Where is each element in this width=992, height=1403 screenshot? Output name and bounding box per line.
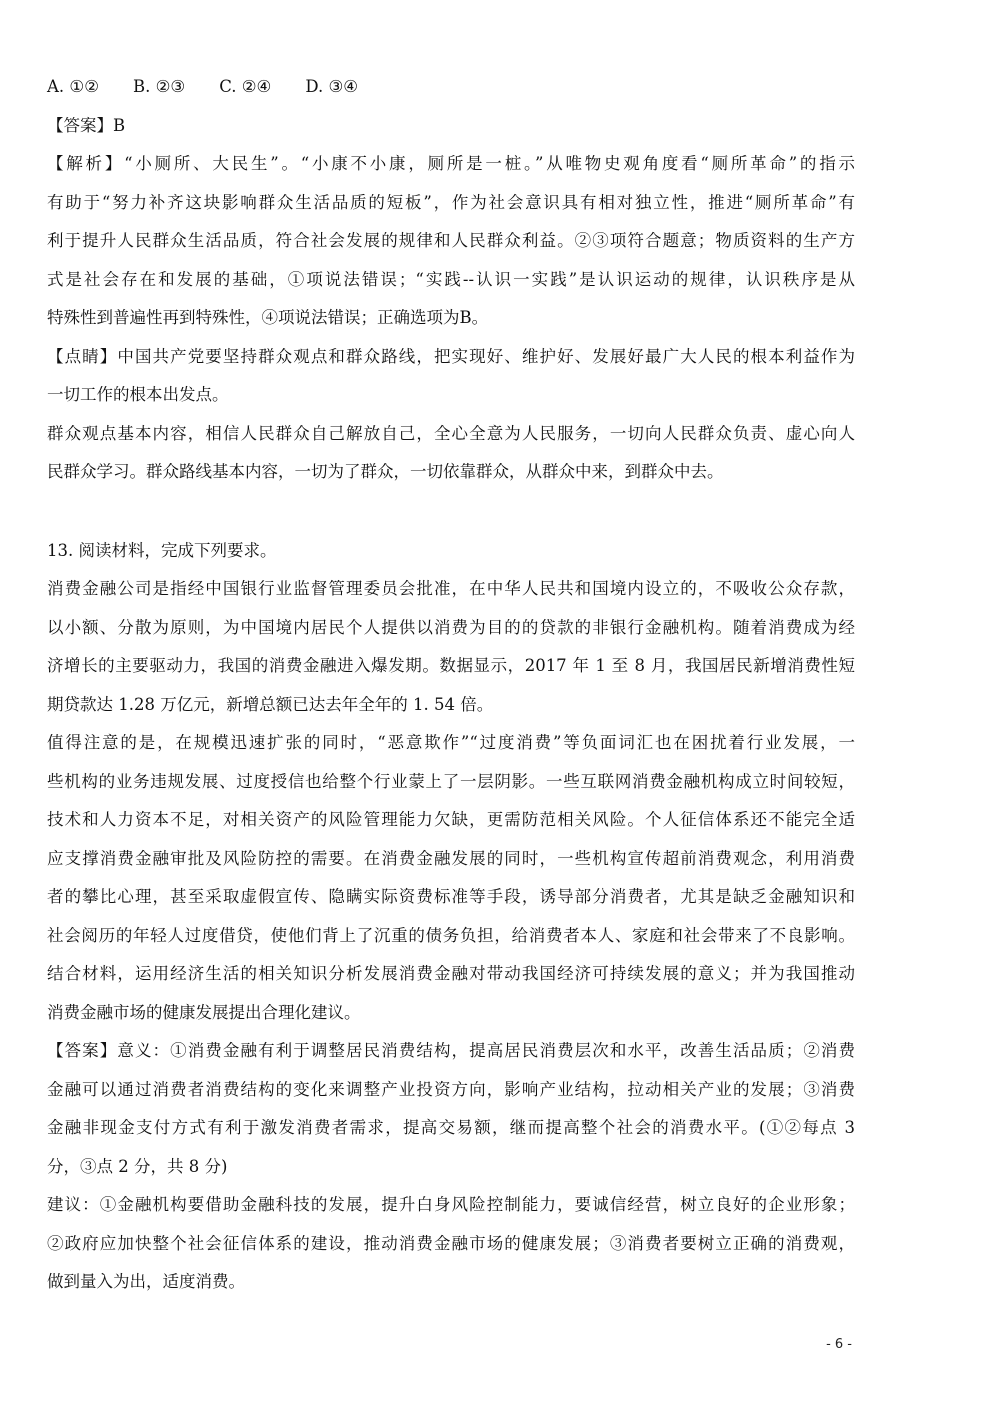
q12-tip bbox=[47, 338, 855, 415]
q12-note bbox=[47, 415, 855, 492]
material-line: 期贷款达 1.28 万亿元，新增总额已达去年全年的 1. 54 倍。 bbox=[47, 694, 494, 714]
page-number: - 6 - bbox=[826, 1337, 852, 1352]
suggestion-line: ②政府应加快整个社会征信体系的建设，推动消费金融市场的健康发展；③消费者要树立正确的消费观， bbox=[47, 1233, 855, 1253]
q13-task bbox=[47, 955, 855, 1032]
answer-line: 金融可以通过消费者消费结构的变化来调整产业投资方向，影响产业结构，拉动相关产业的发展；③消费 bbox=[47, 1079, 855, 1099]
option-b: B. ②③ bbox=[133, 77, 186, 96]
analysis-line: 利于提升人民群众生活品质，符合社会发展的规律和人民群众利益。②③项符合题意；物质资料的生产方 bbox=[47, 231, 855, 250]
analysis-line: 式是社会存在和发展的基础，①项说法错误；“实践--认识一实践”是认识运动的规律，认识秩序是从 bbox=[47, 269, 855, 289]
option-d: D. ③④ bbox=[305, 77, 359, 96]
section-gap bbox=[47, 492, 855, 532]
answer-line: 金融非现金支付方式有利于激发消费者需求，提高交易额，继而提高整个社会的消费水平。(①②每点 3 bbox=[47, 1118, 855, 1137]
material-line: 应支撑消费金融审批及风险防控的需要。在消费金融发展的同时，一些机构宣传超前消费观念，利用消费 bbox=[47, 848, 855, 868]
q13-suggestions bbox=[47, 1186, 855, 1302]
answer-line: 分，③点 2 分，共 8 分) bbox=[47, 1156, 228, 1176]
option-a: A. ①② bbox=[47, 77, 99, 96]
q12-analysis bbox=[47, 145, 855, 338]
tip-line: 【点睛】中国共产党要坚持群众观点和群众路线，把实现好、维护好、发展好最广大人民的根本利益作为 bbox=[47, 346, 855, 366]
suggestion-line: 建议：①金融机构要借助金融科技的发展，提升白身风险控制能力，要诚信经营，树立良好的企业形象； bbox=[47, 1195, 855, 1214]
material-line: 些机构的业务违规发展、过度授信也给整个行业蒙上了一层阴影。一些互联网消费金融机构成立时间较短， bbox=[47, 771, 855, 791]
q13-material-1 bbox=[47, 570, 855, 724]
material-line: 以小额、分散为原则，为中国境内居民个人提供以消费为目的的贷款的非银行金融机构。随着消费成为经 bbox=[47, 617, 855, 637]
suggestion-line: 做到量入为出，适度消费。 bbox=[47, 1272, 245, 1291]
note-line: 群众观点基本内容，相信人民群众自己解放自己，全心全意为人民服务，一切向人民群众负责、虚心向人 bbox=[47, 423, 855, 443]
answer-line: 【答案】意义：①消费金融有利于调整居民消费结构，提高居民消费层次和水平，改善生活品质；②消费 bbox=[47, 1041, 855, 1060]
analysis-line: 有助于“努力补齐这块影响群众生活品质的短板”，作为社会意识具有相对独立性，推进“厕所革命”有 bbox=[47, 192, 855, 212]
q13-heading: 13. 阅读材料，完成下列要求。 bbox=[47, 540, 277, 560]
material-line: 者的攀比心理，甚至采取虚假宣传、隐瞒实际资费标准等手段，诱导部分消费者，尤其是缺乏金融知识和 bbox=[47, 887, 855, 906]
material-line: 技术和人力资本不足，对相关资产的风险管理能力欠缺，更需防范相关风险。个人征信体系还不能完全适 bbox=[47, 810, 855, 829]
document-page bbox=[47, 68, 855, 1302]
material-line: 值得注意的是，在规模迅速扩张的同时，“恶意欺作”“过度消费”等负面词汇也在困扰着行业发展，一 bbox=[47, 733, 855, 752]
q13-material-2 bbox=[47, 724, 855, 955]
material-line: 济增长的主要驱动力，我国的消费金融进入爆发期。数据显示，2017 年 1 至 8 月，我国居民新增消费性短 bbox=[47, 656, 855, 675]
note-line: 民群众学习。群众路线基本内容，一切为了群众，一切依靠群众，从群众中来，到群众中去。 bbox=[47, 462, 724, 481]
option-c: C. ②④ bbox=[219, 77, 272, 96]
analysis-line: 【解析】“小厕所、大民生”。“小康不小康，厕所是一桩。”从唯物史观角度看“厕所革命”的指示 bbox=[47, 154, 855, 173]
tip-line: 一切工作的根本出发点。 bbox=[47, 385, 229, 404]
analysis-line: 特殊性到普遍性再到特殊性，④项说法错误；正确选项为B。 bbox=[47, 308, 489, 327]
task-line: 结合材料，运用经济生活的相关知识分析发展消费金融对带动我国经济可持续发展的意义；并为我国推动 bbox=[47, 964, 855, 983]
task-line: 消费金融市场的健康发展提出合理化建议。 bbox=[47, 1002, 361, 1022]
q12-options bbox=[47, 68, 855, 107]
material-line: 社会阅历的年轻人过度借贷，使他们背上了沉重的债务负担，给消费者本人、家庭和社会带来了不良影响。 bbox=[47, 925, 855, 945]
q12-answer: 【答案】B bbox=[47, 115, 126, 135]
material-line: 消费金融公司是指经中国银行业监督管理委员会批准，在中华人民共和国境内设立的，不吸收公众存款， bbox=[47, 579, 855, 598]
q13-answer bbox=[47, 1032, 855, 1186]
